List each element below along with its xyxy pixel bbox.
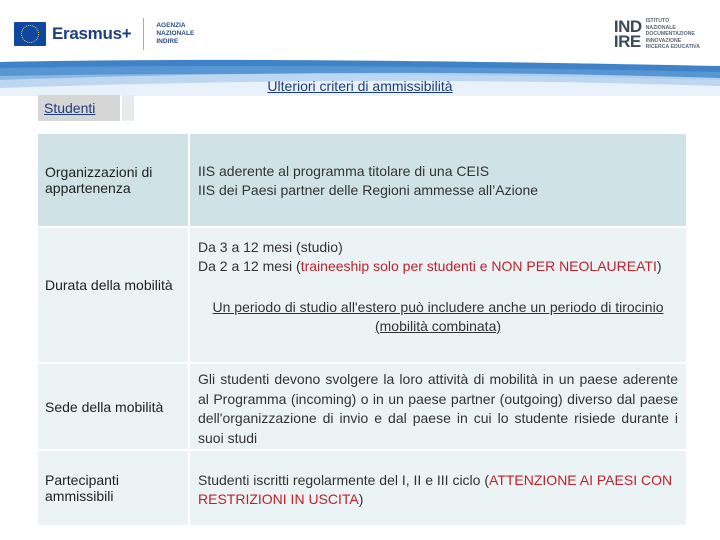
table-row [38,364,686,451]
agency-text: AGENZIA NAZIONALE INDIRE [156,22,195,45]
row-label: Durata della mobilità [38,228,188,362]
table-row [38,451,686,527]
combined-mobility-note: Un periodo di studio all'estero può includere anche un periodo di tirocinio (mobilità combinata) [212,299,664,334]
erasmus-wordmark: Erasmus+ [52,24,132,43]
row-label: Partecipanti ammissibili [38,451,188,525]
eu-flag-icon [14,22,46,46]
indire-logo [614,18,700,51]
criteria-table [38,134,686,527]
row-content: Gli studenti devono svolgere la loro attività di mobilità in un paese aderente al Programma (incoming) o in un paese partner (outgoing) diverso dal paese dell'organizzazione di invio e dal paese in cui lo studente risiede durante i suoi studi [188,364,686,449]
row-label: Sede della mobilità [38,364,188,449]
erasmus-logo [14,14,194,54]
section-tab [38,95,134,121]
table-row [38,134,686,228]
logo-divider [143,18,144,50]
row-label: Organizzazioni di appartenenza [38,134,188,226]
restrictions-warning: ATTENZIONE AI PAESI CON RESTRIZIONI IN USCITA [198,472,673,507]
indire-subtitle: ISTITUTO NAZIONALE DOCUMENTAZIONE INNOVAZIONE RICERCA EDUCATIVA [645,18,700,50]
row-content: IIS aderente al programma titolare di una CEIS IIS dei Paesi partner delle Regioni ammesse all’Azione [188,134,686,226]
traineeship-warning: traineeship solo per studenti e NON PER NEOLAUREATI [300,258,657,274]
slide-title: Ulteriori criteri di ammissibilità [267,78,453,94]
row-content: Da 3 a 12 mesi (studio) Da 2 a 12 mesi (traineeship solo per studenti e NON PER NEOLAUREATI) Un periodo di studio all'estero può includere anche un periodo di tirocinio (mobilità combinata) [188,228,686,362]
row-content: Studenti iscritti regolarmente del I, II e III ciclo (ATTENZIONE AI PAESI CON RESTRIZIONI IN USCITA) [188,451,686,525]
section-tab-end [122,95,134,121]
section-tab-label: Studenti [38,95,120,121]
indire-wordmark: IND IRE [613,17,642,52]
table-row [38,228,686,364]
